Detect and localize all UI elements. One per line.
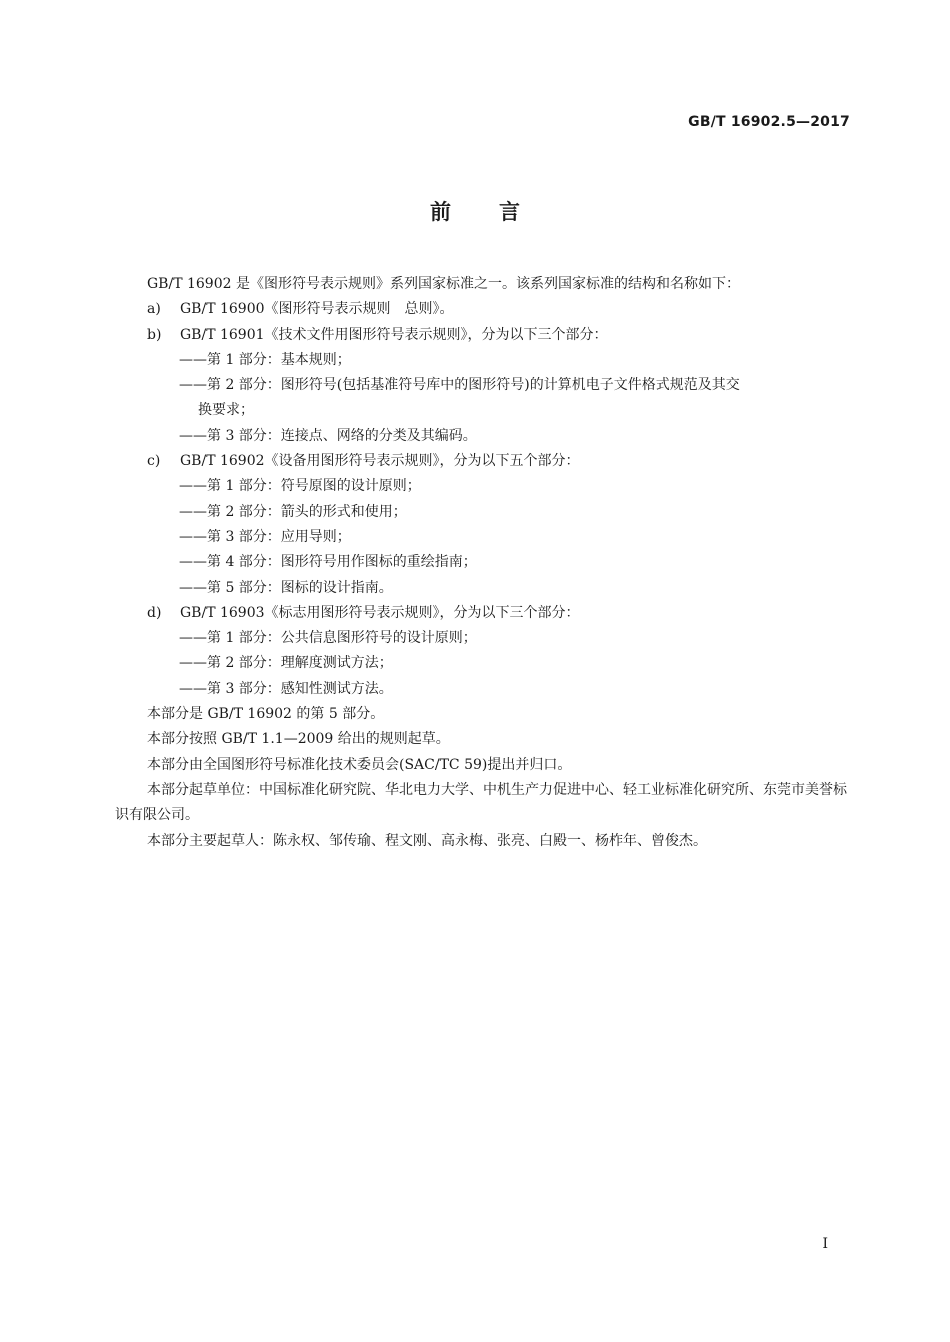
item-label: c) — [147, 453, 161, 470]
sub-item: ——第 5 部分：图标的设计指南。 — [179, 579, 393, 596]
sub-item: ——第 1 部分：公共信息图形符号的设计原则； — [179, 630, 477, 647]
item-text: GB/T 16902《设备用图形符号表示规则》，分为以下五个部分： — [180, 453, 580, 470]
paragraph-drafting-rules: 本部分按照 GB/T 1.1—2009 给出的规则起草。 — [147, 731, 450, 748]
list-item-a — [115, 297, 851, 322]
item-text: GB/T 16901《技术文件用图形符号表示规则》，分为以下三个部分： — [180, 326, 608, 343]
sub-item: ——第 3 部分：应用导则； — [179, 528, 351, 545]
item-text: GB/T 16900《图形符号表示规则 总则》。 — [180, 301, 454, 318]
sub-item: ——第 2 部分：箭头的形式和使用； — [179, 503, 407, 520]
sub-item: ——第 1 部分：基本规则； — [179, 351, 351, 368]
title-part-1: 前 — [430, 200, 451, 224]
sub-item: ——第 1 部分：符号原图的设计原则； — [179, 478, 421, 495]
sub-item: ——第 3 部分：连接点、网络的分类及其编码。 — [179, 427, 477, 444]
paragraph-drafters: 本部分主要起草人：陈永权、邹传瑜、程文刚、高永梅、张亮、白殿一、杨柞年、曾俊杰。 — [147, 832, 707, 849]
sub-item: ——第 3 部分：感知性测试方法。 — [179, 680, 393, 697]
page-title — [0, 196, 950, 226]
item-label: a) — [147, 301, 161, 318]
list-item-b — [115, 323, 851, 348]
title-part-2: 言 — [499, 200, 520, 224]
page-number: I — [822, 1236, 828, 1252]
item-text: GB/T 16903《标志用图形符号表示规则》，分为以下三个部分： — [180, 604, 580, 621]
paragraph-part-number: 本部分是 GB/T 16902 的第 5 部分。 — [147, 706, 385, 723]
sub-item-continuation: 换要求； — [198, 402, 254, 419]
paragraph-drafting-units: 本部分起草单位：中国标准化研究院、华北电力大学、中机生产力促进中心、轻工业标准化研究所、东莞市美誉标识有限公司。 — [115, 781, 847, 824]
item-label: b) — [147, 326, 162, 343]
sub-item: ——第 2 部分：理解度测试方法； — [179, 655, 393, 672]
document-body — [115, 272, 851, 854]
item-label: d) — [147, 604, 162, 621]
sub-item: ——第 4 部分：图形符号用作图标的重绘指南； — [179, 554, 477, 571]
standard-number: GB/T 16902.5—2017 — [688, 114, 850, 130]
list-item-d — [115, 601, 851, 626]
paragraph-committee: 本部分由全国图形符号标准化技术委员会(SAC/TC 59)提出并归口。 — [147, 756, 572, 773]
sub-item: ——第 2 部分：图形符号(包括基准符号库中的图形符号)的计算机电子文件格式规范及其交 — [179, 377, 740, 394]
intro-paragraph: GB/T 16902 是《图形符号表示规则》系列国家标准之一。该系列国家标准的结构和名称如下： — [147, 276, 740, 292]
list-item-c — [115, 449, 851, 474]
